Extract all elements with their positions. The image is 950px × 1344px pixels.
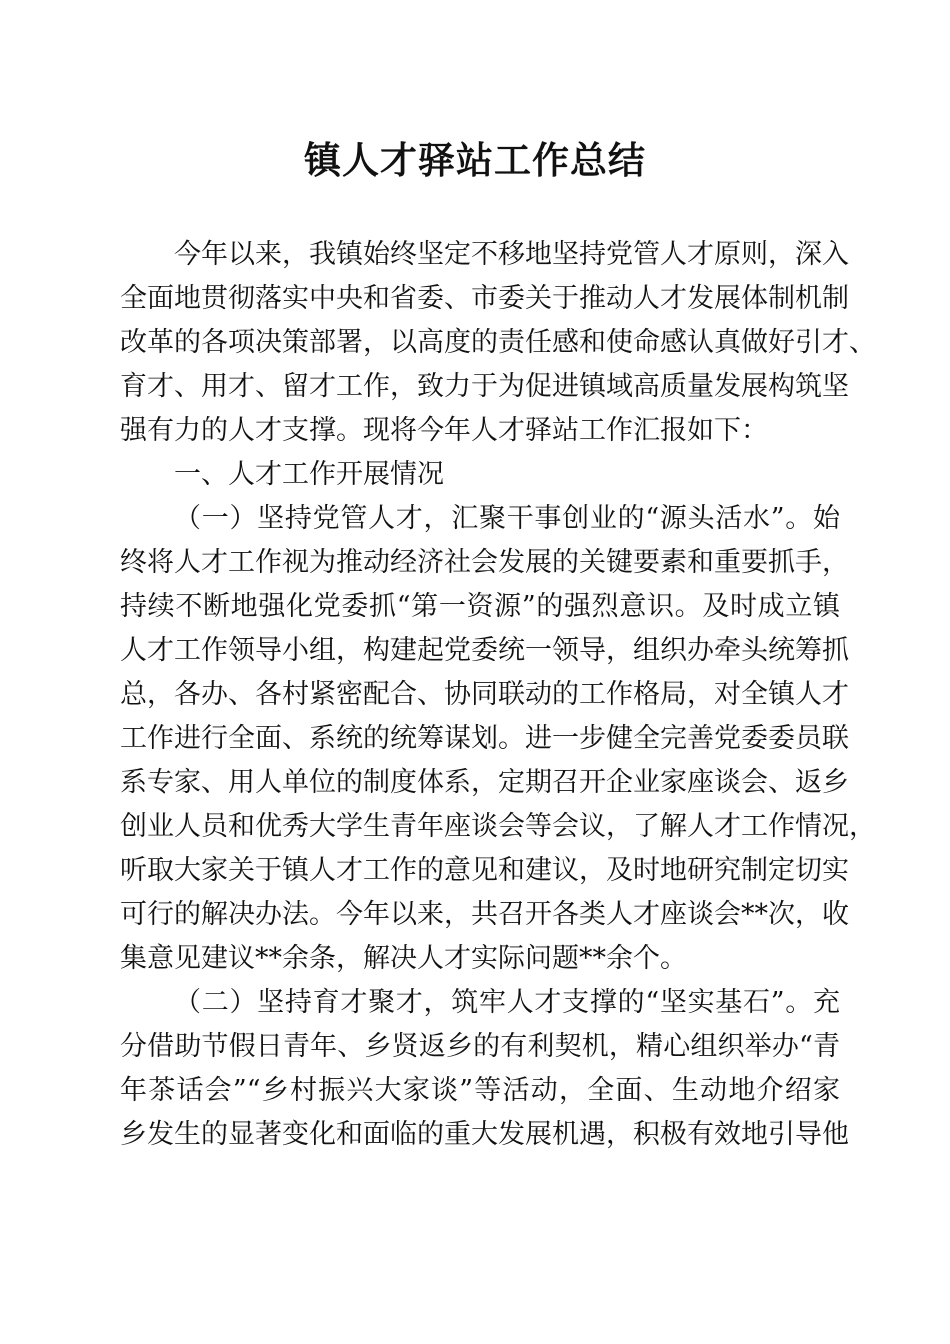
paragraph-line: 乡发生的显著变化和面临的重大发展机遇，积极有效地引导他 <box>120 1119 849 1150</box>
paragraph-line: 工作进行全面、系统的统筹谋划。进一步健全完善党委委员联 <box>120 723 849 754</box>
paragraph-line: 集意见建议**余条，解决人才实际问题**余个。 <box>120 943 687 974</box>
paragraph-line: 强有力的人才支撑。现将今年人才驿站工作汇报如下： <box>120 415 768 446</box>
paragraph-line: 育才、用才、留才工作，致力于为促进镇域高质量发展构筑坚 <box>120 371 849 402</box>
paragraph-line: 持续不断地强化党委抓“第一资源”的强烈意识。及时成立镇 <box>120 591 840 622</box>
paragraph-line: 人才工作领导小组，构建起党委统一领导，组织办牵头统筹抓 <box>120 635 849 666</box>
subsection-heading-line: （一）坚持党管人才，汇聚干事创业的“源头活水”。始 <box>174 503 840 534</box>
paragraph-line: 总，各办、各村紧密配合、协同联动的工作格局，对全镇人才 <box>120 679 849 710</box>
paragraph-line: 全面地贯彻落实中央和省委、市委关于推动人才发展体制机制 <box>120 283 849 314</box>
subsection-heading-line: （二）坚持育才聚才，筑牢人才支撑的“坚实基石”。充 <box>174 987 840 1018</box>
paragraph-line: 创业人员和优秀大学生青年座谈会等会议，了解人才工作情况， <box>120 811 876 842</box>
section-heading: 一、人才工作开展情况 <box>174 459 444 490</box>
paragraph-line: 终将人才工作视为推动经济社会发展的关键要素和重要抓手， <box>120 547 849 578</box>
document-title: 镇人才驿站工作总结 <box>304 138 646 182</box>
paragraph-line: 可行的解决办法。今年以来，共召开各类人才座谈会**次，收 <box>120 899 849 930</box>
paragraph-line: 听取大家关于镇人才工作的意见和建议，及时地研究制定切实 <box>120 855 849 886</box>
paragraph-line: 今年以来，我镇始终坚定不移地坚持党管人才原则，深入 <box>174 239 849 270</box>
paragraph-line: 分借助节假日青年、乡贤返乡的有利契机，精心组织举办“青 <box>120 1031 840 1062</box>
paragraph-line: 年茶话会”“乡村振兴大家谈”等活动，全面、生动地介绍家 <box>120 1075 840 1106</box>
paragraph-line: 系专家、用人单位的制度体系，定期召开企业家座谈会、返乡 <box>120 767 849 798</box>
paragraph-line: 改革的各项决策部署，以高度的责任感和使命感认真做好引才、 <box>120 327 876 358</box>
